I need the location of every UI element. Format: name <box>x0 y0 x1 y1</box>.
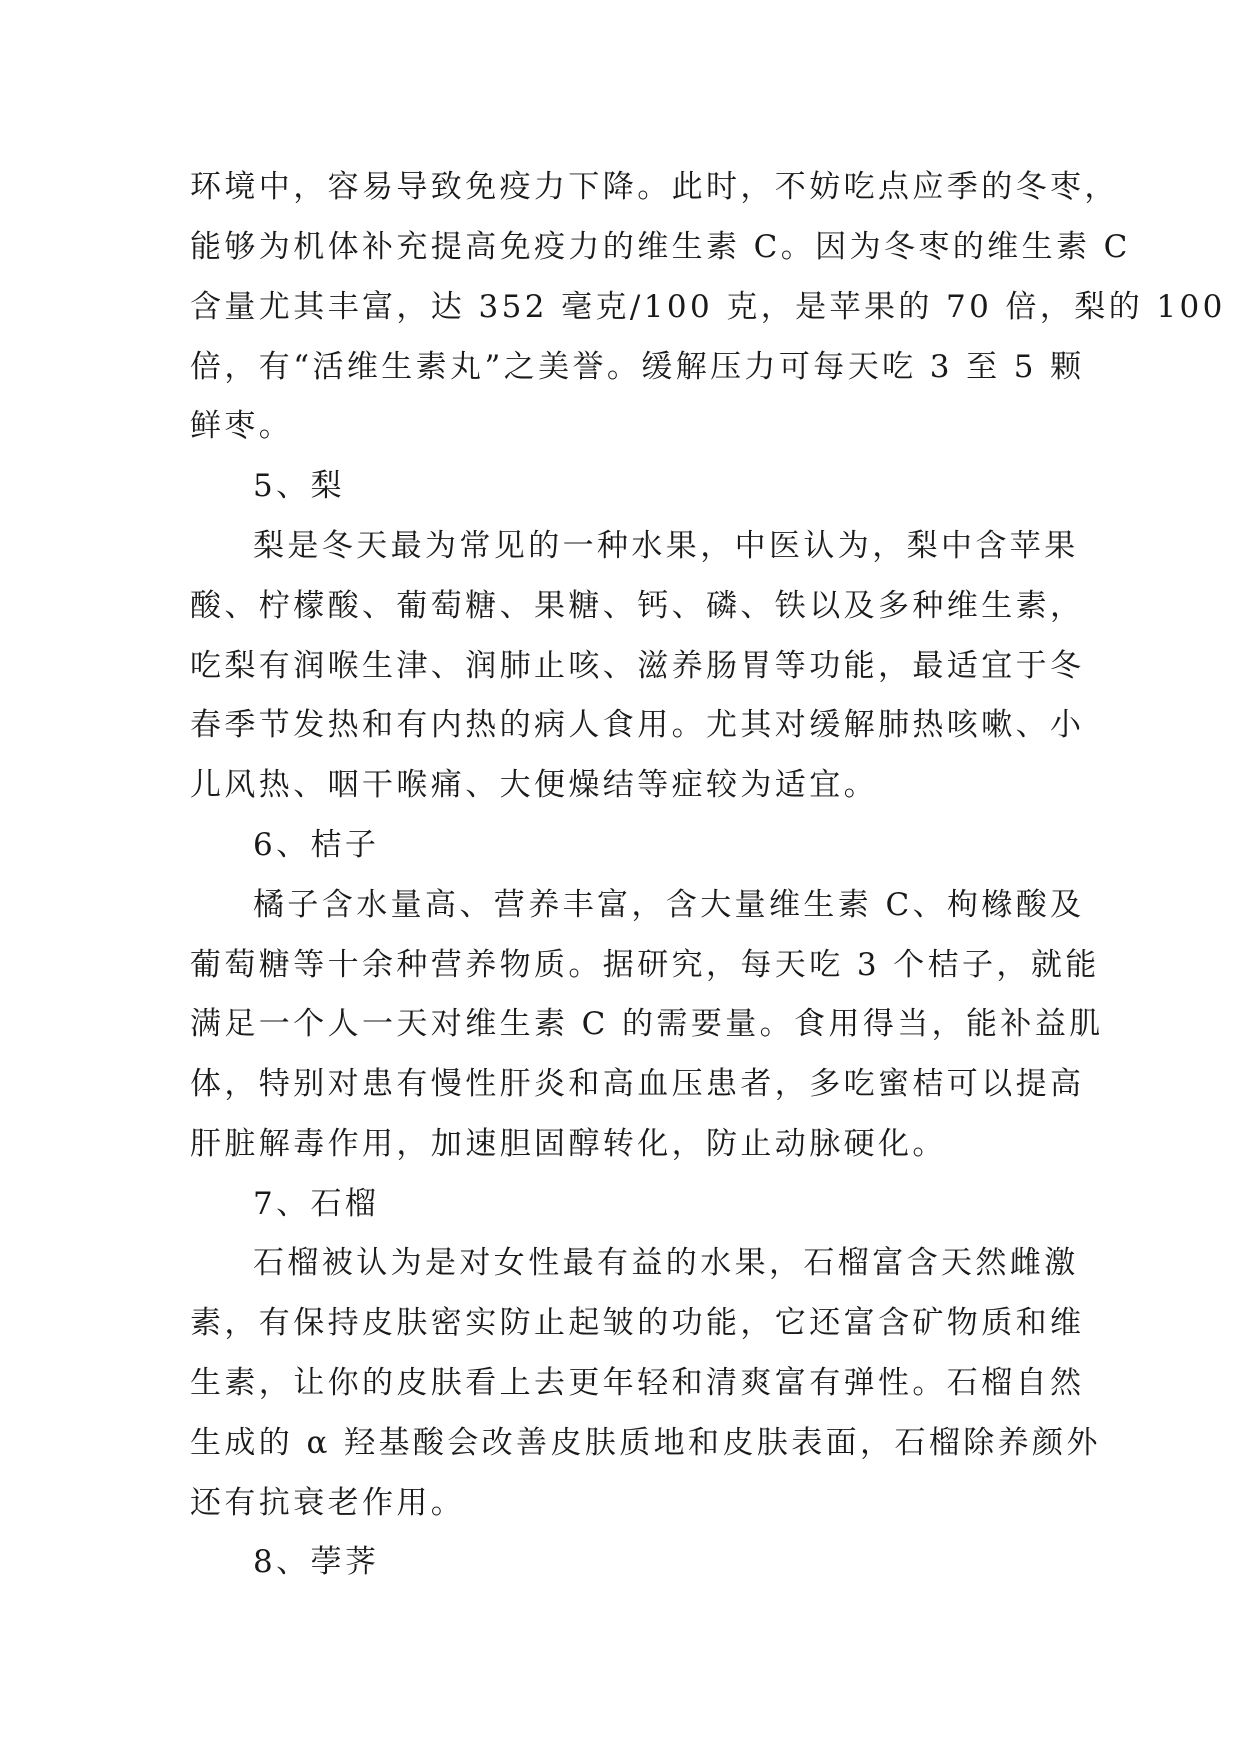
paragraph-line: 梨是冬天最为常见的一种水果，中医认为，梨中含苹果 <box>253 528 1079 564</box>
section-heading: 6、桔子 <box>253 827 380 863</box>
paragraph-line: 还有抗衰老作用。 <box>190 1485 466 1521</box>
section-heading: 8、荸荠 <box>253 1544 380 1580</box>
paragraph-line: 含量尤其丰富，达 352 毫克/100 克，是苹果的 70 倍，梨的 100 <box>190 289 1226 325</box>
paragraph-line: 肝脏解毒作用，加速胆固醇转化，防止动脉硬化。 <box>190 1126 947 1162</box>
paragraph-line: 生素，让你的皮肤看上去更年轻和清爽富有弹性。石榴自然 <box>190 1365 1085 1401</box>
paragraph-line: 石榴被认为是对女性最有益的水果，石榴富含天然雌激 <box>253 1245 1079 1281</box>
paragraph-line: 体，特别对患有慢性肝炎和高血压患者，多吃蜜桔可以提高 <box>190 1066 1085 1102</box>
paragraph-line: 能够为机体补充提高免疫力的维生素 C。因为冬枣的维生素 C <box>190 229 1131 265</box>
paragraph-line: 儿风热、咽干喉痛、大便燥结等症较为适宜。 <box>190 767 878 803</box>
section-heading: 7、石榴 <box>253 1186 380 1222</box>
paragraph-line: 春季节发热和有内热的病人食用。尤其对缓解肺热咳嗽、小 <box>190 707 1085 743</box>
paragraph-line: 吃梨有润喉生津、润肺止咳、滋养肠胃等功能，最适宜于冬 <box>190 648 1085 684</box>
paragraph-line: 满足一个人一天对维生素 C 的需要量。食用得当，能补益肌 <box>190 1006 1104 1042</box>
section-heading: 5、梨 <box>253 468 345 504</box>
paragraph-line: 倍，有“活维生素丸”之美誉。缓解压力可每天吃 3 至 5 颗 <box>190 349 1085 385</box>
paragraph-line: 素，有保持皮肤密实防止起皱的功能，它还富含矿物质和维 <box>190 1305 1085 1341</box>
paragraph-line: 酸、柠檬酸、葡萄糖、果糖、钙、磷、铁以及多种维生素， <box>190 588 1085 624</box>
paragraph-line: 葡萄糖等十余种营养物质。据研究，每天吃 3 个桔子，就能 <box>190 947 1100 983</box>
paragraph-line: 生成的 α 羟基酸会改善皮肤质地和皮肤表面，石榴除养颜外 <box>190 1425 1101 1461</box>
paragraph-line: 鲜枣。 <box>190 408 294 444</box>
paragraph-line: 橘子含水量高、营养丰富，含大量维生素 C、枸橼酸及 <box>253 887 1085 923</box>
paragraph-line: 环境中，容易导致免疫力下降。此时，不妨吃点应季的冬枣， <box>190 169 1119 205</box>
